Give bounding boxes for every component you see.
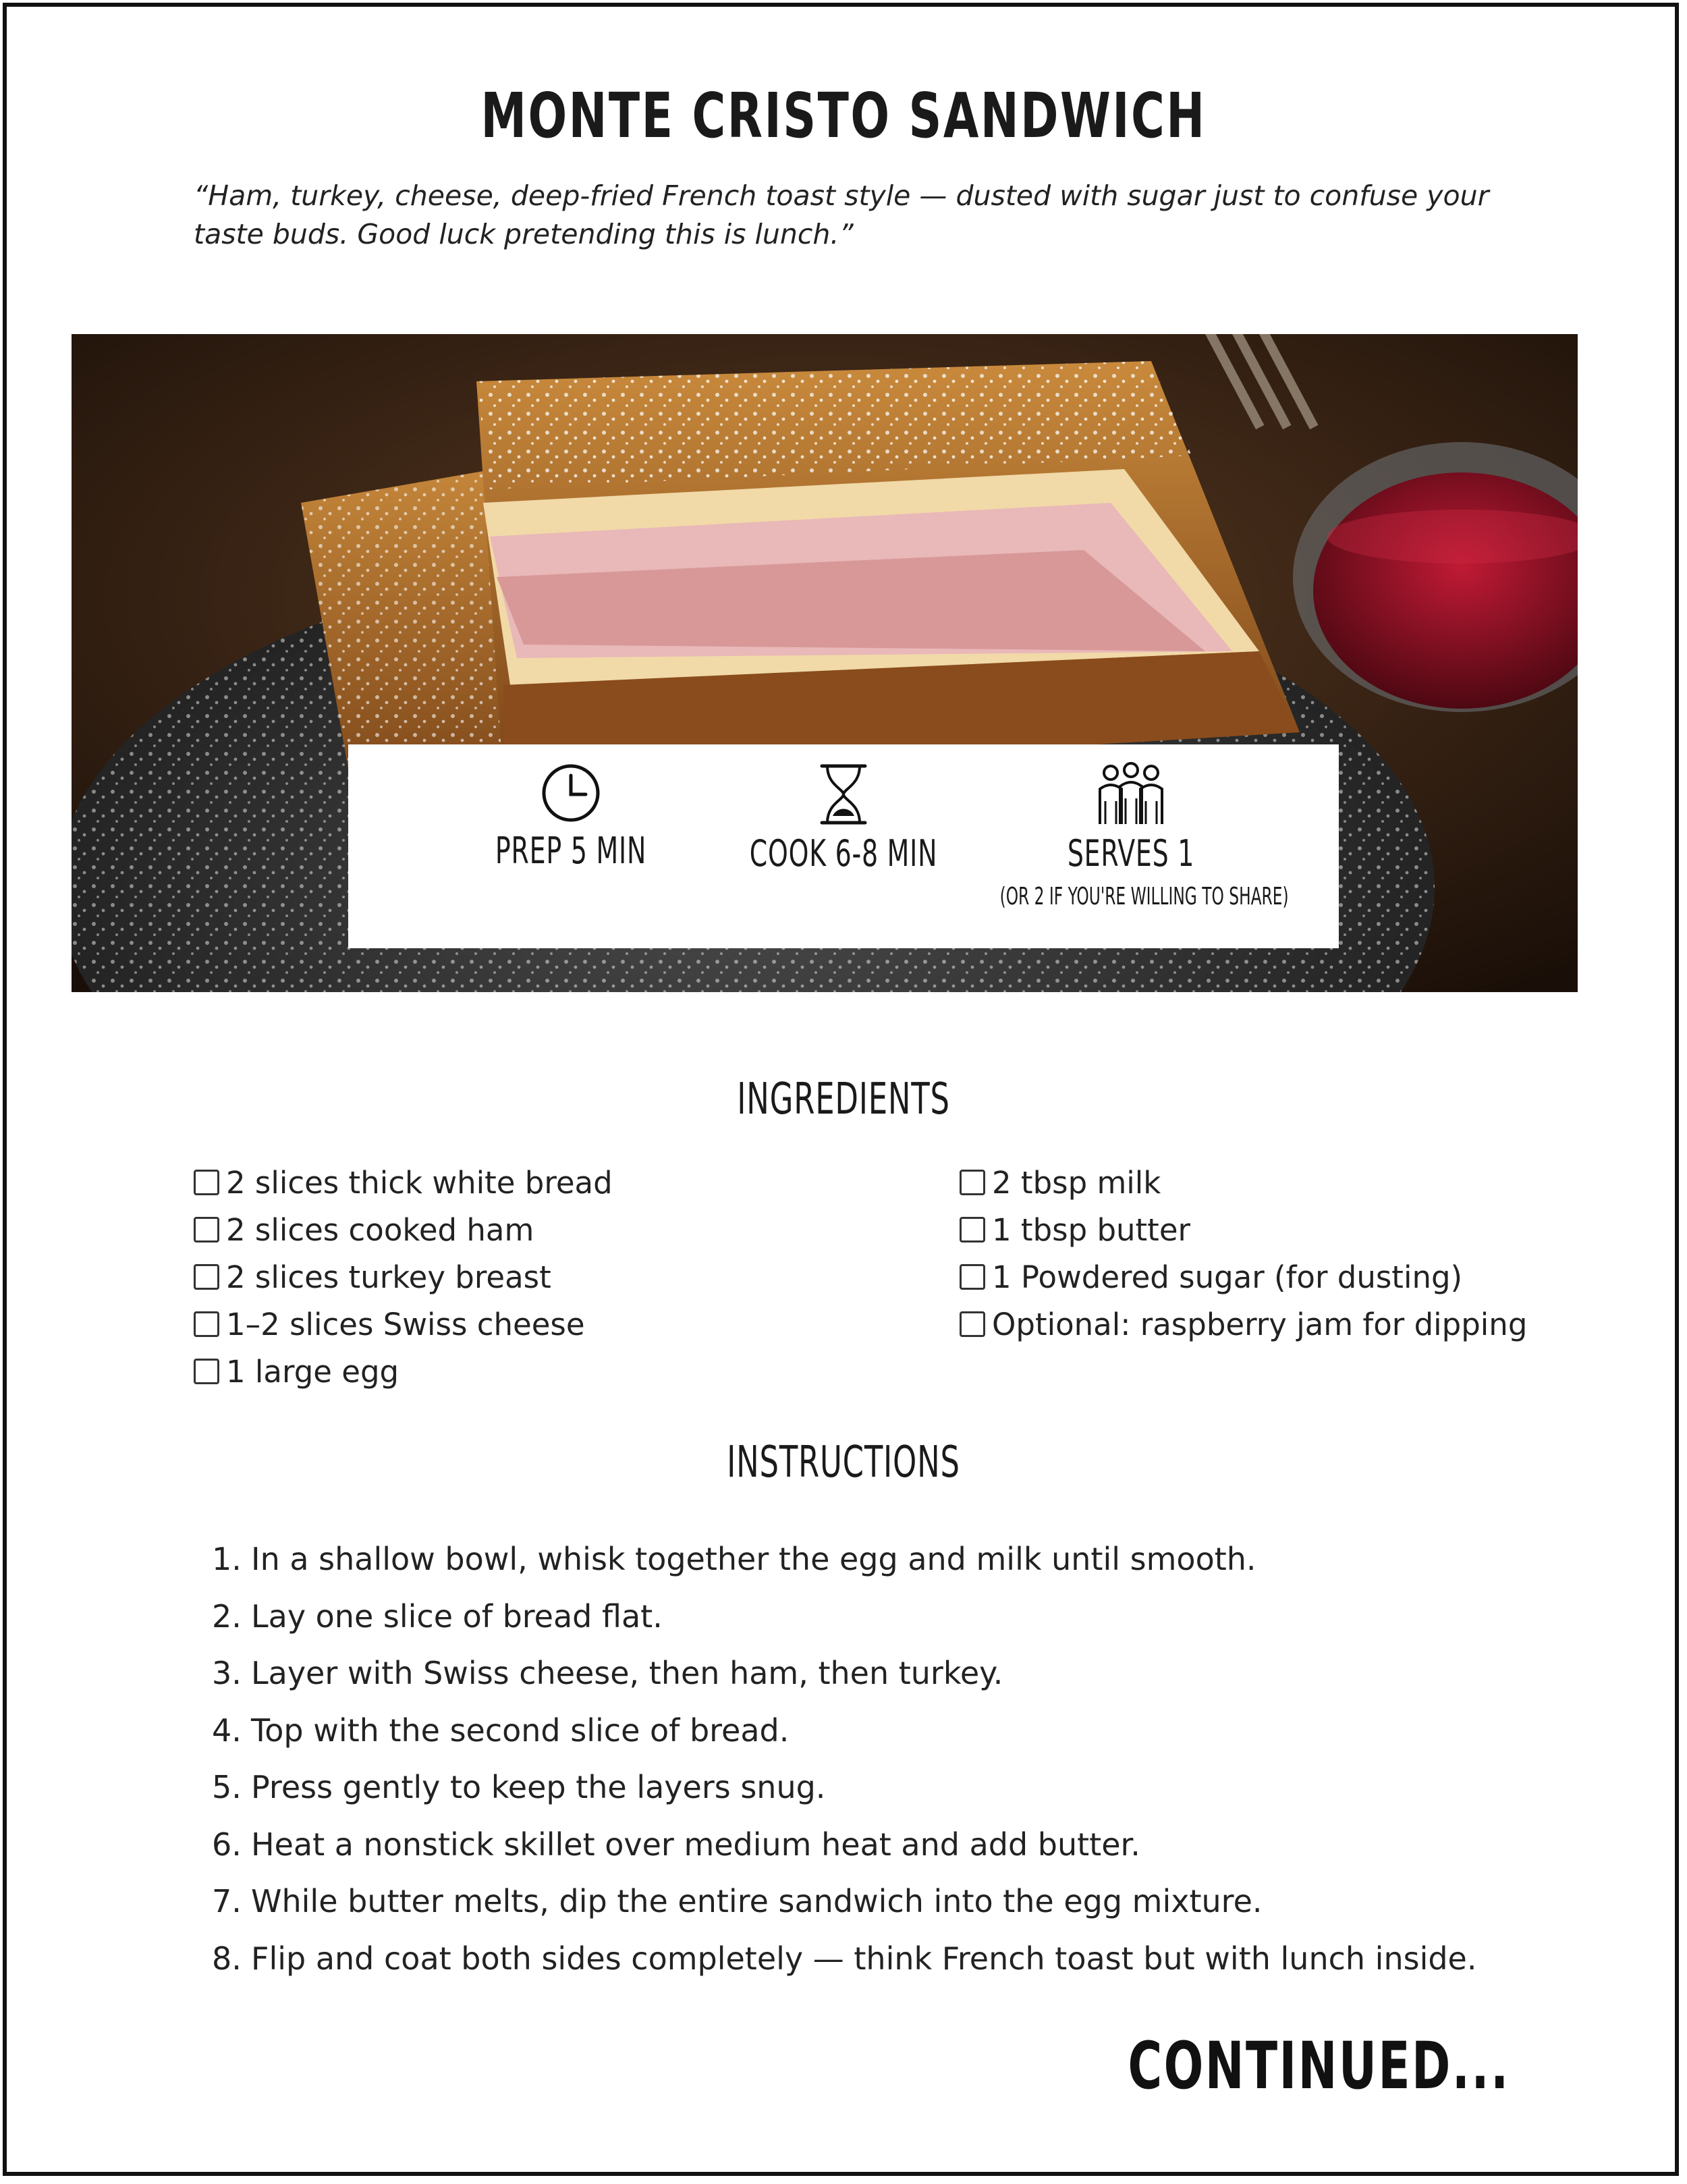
- step-number: 6.: [212, 1826, 242, 1863]
- cook-label: COOK 6-8 MIN: [749, 832, 938, 875]
- ingredient-checkbox[interactable]: [194, 1311, 219, 1337]
- serves-note: (OR 2 IF YOU'RE WILLING TO SHARE): [999, 883, 1289, 910]
- ingredient-item: [960, 1206, 1527, 1253]
- ingredient-item: [960, 1253, 1527, 1301]
- ingredient-text: 2 slices thick white bread: [226, 1164, 613, 1201]
- ingredient-checkbox[interactable]: [960, 1170, 985, 1195]
- prep-label: PREP 5 MIN: [495, 829, 647, 872]
- ingredient-item: [194, 1206, 613, 1253]
- instruction-step: [212, 1645, 1476, 1702]
- ingredient-item: [960, 1159, 1527, 1206]
- step-text: Top with the second slice of bread.: [251, 1712, 790, 1749]
- ingredient-item: [194, 1159, 613, 1206]
- ingredients-heading: INGREDIENTS: [737, 1074, 950, 1124]
- servings: [949, 744, 1313, 910]
- ingredient-checkbox[interactable]: [194, 1264, 219, 1290]
- hero-photo: [72, 334, 1578, 992]
- ingredient-text: 1 large egg: [226, 1353, 399, 1390]
- step-number: 8.: [212, 1940, 242, 1977]
- ingredient-checkbox[interactable]: [960, 1311, 985, 1337]
- recipe-title: MONTE CRISTO SANDWICH: [480, 80, 1207, 152]
- step-number: 5.: [212, 1769, 242, 1806]
- instruction-step: [212, 1816, 1476, 1874]
- step-text: Heat a nonstick skillet over medium heat and add butter.: [251, 1826, 1140, 1863]
- serves-label: SERVES 1: [1067, 832, 1195, 875]
- ingredient-text: 1 Powdered sugar (for dusting): [992, 1259, 1463, 1295]
- step-text: In a shallow bowl, whisk together the egg and milk until smooth.: [251, 1541, 1256, 1578]
- step-number: 1.: [212, 1541, 242, 1578]
- recipe-stats-card: [348, 744, 1339, 948]
- clock-icon: [540, 762, 602, 824]
- ingredient-text: 1 tbsp butter: [992, 1211, 1191, 1248]
- ingredient-item: [194, 1301, 613, 1348]
- ingredient-text: 2 slices cooked ham: [226, 1211, 534, 1248]
- continued-label: CONTINUED...: [1128, 2028, 1510, 2104]
- instruction-step: [212, 1930, 1476, 1988]
- step-number: 4.: [212, 1712, 242, 1749]
- recipe-quote: “Ham, turkey, cheese, deep-fried French toast style — dusted with sugar just to confuse your taste buds. Good luck pretending this is lunch.”: [194, 180, 1489, 250]
- step-text: Press gently to keep the layers snug.: [251, 1769, 826, 1806]
- instruction-step: [212, 1702, 1476, 1759]
- step-text: Lay one slice of bread flat.: [251, 1598, 663, 1635]
- ingredient-item: [194, 1253, 613, 1301]
- prep-time: [449, 744, 692, 872]
- ingredient-text: 2 tbsp milk: [992, 1164, 1161, 1201]
- step-text: While butter melts, dip the entire sandwich into the egg mixture.: [251, 1883, 1263, 1920]
- ingredient-checkbox[interactable]: [194, 1170, 219, 1195]
- ingredient-text: Optional: raspberry jam for dipping: [992, 1306, 1528, 1342]
- ingredient-checkbox[interactable]: [194, 1217, 219, 1243]
- people-icon: [1096, 762, 1166, 827]
- instruction-step: [212, 1531, 1476, 1588]
- step-text: Layer with Swiss cheese, then ham, then turkey.: [251, 1655, 1003, 1692]
- ingredients-list-right: [960, 1159, 1527, 1348]
- step-text: Flip and coat both sides completely — think French toast but with lunch inside.: [251, 1940, 1477, 1977]
- instruction-step: [212, 1759, 1476, 1816]
- ingredient-text: 1–2 slices Swiss cheese: [226, 1306, 585, 1342]
- instruction-step: [212, 1873, 1476, 1930]
- ingredients-list-left: [194, 1159, 613, 1395]
- step-number: 7.: [212, 1883, 242, 1920]
- ingredient-text: 2 slices turkey breast: [226, 1259, 551, 1295]
- ingredient-item: [194, 1348, 613, 1395]
- instructions-heading: INSTRUCTIONS: [727, 1438, 960, 1487]
- ingredient-checkbox[interactable]: [194, 1359, 219, 1384]
- instruction-step: [212, 1588, 1476, 1645]
- ingredient-checkbox[interactable]: [960, 1264, 985, 1290]
- ingredient-checkbox[interactable]: [960, 1217, 985, 1243]
- step-number: 2.: [212, 1598, 242, 1635]
- cook-time: [722, 744, 965, 875]
- step-number: 3.: [212, 1655, 242, 1692]
- ingredient-item: [960, 1301, 1527, 1348]
- hourglass-icon: [817, 762, 870, 827]
- instructions-list: [212, 1531, 1476, 1987]
